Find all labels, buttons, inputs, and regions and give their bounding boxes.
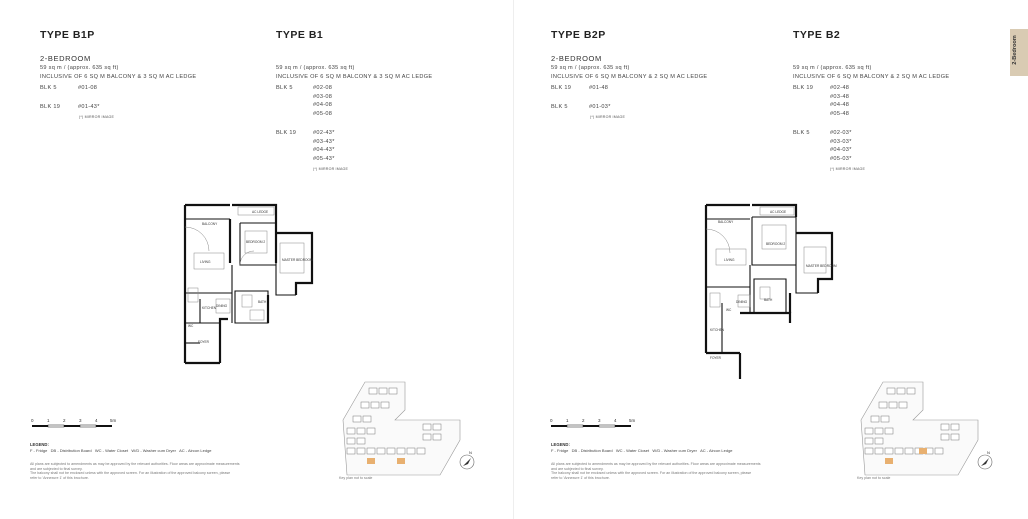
unit-number: #03-43*: [313, 138, 335, 145]
area-text: 59 sq m / (approx. 635 sq ft): [551, 65, 630, 71]
disclaimer-line: refer to 'Annexure 1' of this brochure.: [30, 475, 89, 480]
scale-tick: 5m: [110, 418, 117, 423]
disclaimer-line: All plans are subjected to amendments as may be approved by the relevant authorities. Floor areas are approximate measurements: [551, 462, 761, 466]
legend-items: F - Fridge DB - Distribution Board WC - Water Closet W/D - Washer cum Dryer AC - Aircon Ledge: [30, 448, 212, 453]
plan-label-living: LIVING: [724, 258, 735, 262]
plan-label-foyer: FOYER: [710, 356, 721, 360]
unit-number: #02-43*: [313, 130, 335, 136]
north-label: N: [987, 450, 990, 455]
north-label: N: [469, 450, 472, 455]
disclaimer: [551, 462, 851, 480]
block-label: BLK 19: [793, 85, 814, 91]
type-title: TYPE B2: [793, 29, 841, 41]
unit-number: #04-43*: [313, 147, 335, 154]
type-title: TYPE B1: [276, 29, 324, 41]
scale-tick: 1: [47, 418, 50, 423]
plan-label-ac: AC LEDGE: [770, 210, 787, 214]
unit-list: [830, 84, 849, 118]
section-tab-label: 2-Bedroom: [1011, 35, 1018, 65]
mirror-note: (*) MIRROR IMAGE: [590, 115, 626, 119]
scale-tick: 5m: [629, 418, 636, 423]
scale-tick: 0: [550, 418, 553, 423]
plan-label-balcony: BALCONY: [202, 222, 218, 226]
scale-tick: 1: [566, 418, 569, 423]
area-text: 59 sq m / (approx. 635 sq ft): [276, 65, 355, 71]
mirror-note: (*) MIRROR IMAGE: [830, 167, 866, 171]
scale-bar: [549, 415, 649, 433]
keyplan-note: Key plan not to scale: [857, 476, 891, 480]
scale-tick: 2: [63, 418, 66, 423]
unit-number: #05-08: [313, 110, 333, 117]
disclaimer-line: and are subjected to final survey.: [551, 466, 604, 471]
plan-label-bedroom2: BEDROOM 2: [766, 242, 786, 246]
plan-label-kitchen: KITCHEN: [710, 328, 724, 332]
type-title: TYPE B1P: [40, 29, 95, 41]
scale-tick: 3: [79, 418, 82, 423]
block-label: BLK 19: [40, 104, 61, 110]
area-text: 59 sq m / (approx. 635 sq ft): [40, 65, 119, 71]
scale-tick: 3: [598, 418, 601, 423]
unit-list: [830, 129, 852, 163]
floor-plan: [700, 203, 850, 383]
scale-tick: 0: [31, 418, 34, 423]
legend-title: LEGEND:: [551, 442, 570, 447]
unit-number: #01-03*: [589, 104, 611, 110]
scale-bar: [30, 415, 130, 433]
floor-plan: [180, 203, 330, 368]
unit-list: [313, 84, 332, 118]
area-text: 59 sq m / (approx. 635 sq ft): [793, 65, 872, 71]
plan-label-bath: BATH: [764, 298, 773, 302]
inclusive-text: INCLUSIVE OF 6 SQ M BALCONY & 2 SQ M AC LEDGE: [551, 74, 708, 80]
scale-tick: 2: [582, 418, 585, 423]
plan-label-master: MASTER BEDROOM: [806, 264, 837, 268]
plan-label-dining: DINING: [736, 300, 748, 304]
scale-tick: 4: [614, 418, 617, 423]
bedroom-subtitle: 2-BEDROOM: [551, 54, 602, 63]
plan-label-living: LIVING: [200, 260, 211, 264]
plan-label-ac: AC LEDGE: [252, 210, 269, 214]
keyplan-note: Key plan not to scale: [339, 476, 373, 480]
disclaimer-line: refer to 'Annexure 1' of this brochure.: [551, 475, 610, 480]
block-label: BLK 5: [276, 85, 293, 91]
legend-title: LEGEND:: [30, 442, 49, 447]
unit-number: #04-48: [830, 102, 850, 109]
disclaimer: [30, 462, 330, 480]
plan-label-bath: BATH: [258, 300, 267, 304]
inclusive-text: INCLUSIVE OF 6 SQ M BALCONY & 3 SQ M AC LEDGE: [40, 74, 197, 80]
inclusive-text: INCLUSIVE OF 6 SQ M BALCONY & 2 SQ M AC LEDGE: [793, 74, 950, 80]
unit-number: #01-43*: [78, 104, 100, 110]
plan-label-kitchen: KITCHEN: [202, 306, 216, 310]
page-divider: [513, 0, 514, 519]
type-title: TYPE B2P: [551, 29, 606, 41]
block-label: BLK 19: [276, 130, 297, 136]
unit-number: #05-48: [830, 110, 850, 117]
plan-label-balcony: BALCONY: [718, 220, 734, 224]
legend-items: F - Fridge DB - Distribution Board WC - Water Closet W/D - Washer cum Dryer AC - Aircon Ledge: [551, 448, 733, 453]
unit-number: #03-03*: [830, 138, 852, 145]
plan-label-wc: WC: [726, 308, 732, 312]
key-plan: [853, 380, 1003, 480]
unit-number: #01-08: [78, 85, 98, 91]
unit-number: #01-48: [589, 85, 609, 91]
plan-label-bedroom2: BEDROOM 2: [246, 240, 266, 244]
key-plan: [335, 380, 485, 480]
unit-number: #03-08: [313, 93, 333, 100]
section-tab: [1010, 29, 1028, 76]
block-label: BLK 19: [551, 85, 572, 91]
unit-number: #05-03*: [830, 155, 852, 162]
unit-number: #02-48: [830, 85, 850, 91]
plan-label-wc: WC: [188, 324, 194, 328]
scale-tick: 4: [95, 418, 98, 423]
plan-label-foyer: FOYER: [198, 340, 209, 344]
unit-number: #04-03*: [830, 147, 852, 154]
unit-number: #05-43*: [313, 155, 335, 162]
unit-number: #02-08: [313, 85, 333, 91]
block-label: BLK 5: [793, 130, 810, 136]
mirror-note: (*) MIRROR IMAGE: [313, 167, 349, 171]
disclaimer-line: The balcony shall not be enclosed unless with the approved screen. For an illustration of the approved balcony screen, please: [30, 471, 231, 476]
unit-number: #03-48: [830, 93, 850, 100]
disclaimer-line: and are subjected to final survey.: [30, 466, 83, 471]
inclusive-text: INCLUSIVE OF 6 SQ M BALCONY & 3 SQ M AC LEDGE: [276, 74, 433, 80]
plan-label-master: MASTER BEDROOM: [282, 258, 313, 262]
bedroom-subtitle: 2-BEDROOM: [40, 54, 91, 63]
plan-label-dining: DINING: [216, 304, 228, 308]
disclaimer-line: All plans are subjected to amendments as may be approved by the relevant authorities. Floor areas are approximate measurements: [30, 462, 240, 466]
mirror-note: (*) MIRROR IMAGE: [79, 115, 115, 119]
block-label: BLK 5: [551, 104, 568, 110]
block-label: BLK 5: [40, 85, 57, 91]
unit-number: #02-03*: [830, 130, 852, 136]
unit-list: [313, 129, 335, 163]
disclaimer-line: The balcony shall not be enclosed unless with the approved screen. For an illustration of the approved balcony screen, please: [551, 471, 752, 476]
unit-number: #04-08: [313, 102, 333, 109]
